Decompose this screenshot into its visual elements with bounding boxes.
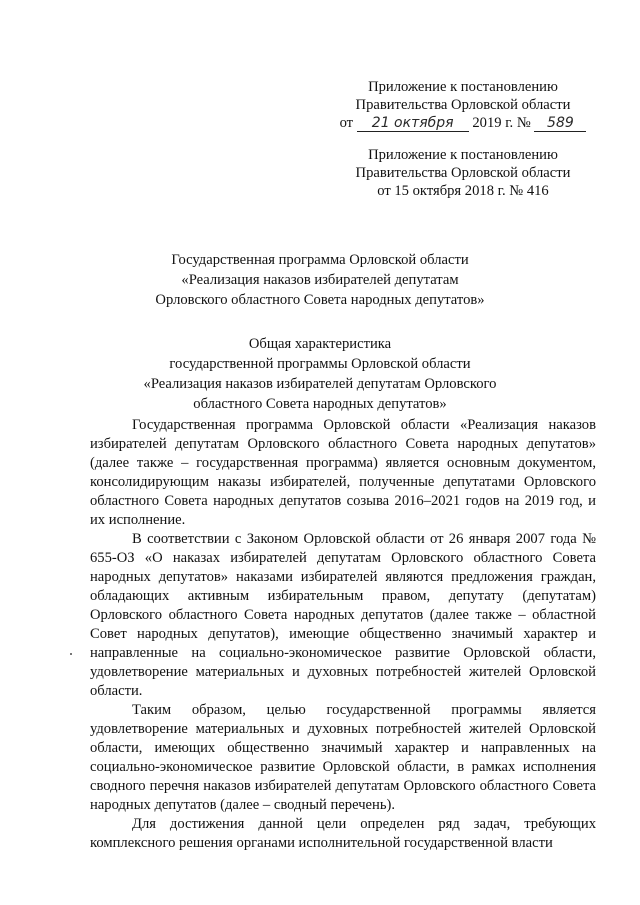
section-title-line-3: «Реализация наказов избирателей депутатам Орловского — [143, 376, 497, 392]
appendix-line-1: Приложение к постановлению — [368, 79, 558, 95]
previous-appendix-header — [318, 146, 608, 200]
paragraph-3: Таким образом, целью государственной программы является удовлетворение материальных и духовных потребностей жителей Орловской области, имеющих общественно значимый характер и направленных на социально-экономическое развитие Орловской области, в рамках исполнения сводного перечня наказов избирателей депутатам Орловского областного Совета народных депутатов (далее – сводный перечень). — [90, 702, 596, 813]
prev-appendix-line-2: Правительства Орловской области — [355, 165, 571, 181]
handwritten-date: 21 октября — [357, 114, 469, 132]
current-appendix-header — [318, 78, 608, 132]
appendix-line-2: Правительства Орловской области — [355, 97, 571, 113]
paragraph-1: Государственная программа Орловской области «Реализация наказов избирателей депутатам Орловского областного Совета народных депутатов» (далее также – государственная программа) является основным документом, консолидирующим наказы избирателей, полученные депутатами Орловского областного Совета народных депутатов созыва 2016–2021 годов на 2019 год, и их исполнение. — [90, 417, 596, 528]
program-title-line-3: Орловского областного Совета народных депутатов» — [155, 292, 485, 308]
section-title-line-2: государственной программы Орловской области — [169, 356, 471, 372]
prev-appendix-line-3: от 15 октября 2018 г. № 416 — [377, 183, 549, 199]
handwritten-number: 589 — [534, 114, 586, 132]
program-title — [120, 250, 520, 310]
appendix-date-line — [318, 114, 608, 132]
paragraph-4: Для достижения данной цели определен ряд задач, требующих комплексного решения органами исполнительной государственной власти — [90, 816, 596, 851]
program-title-line-2: «Реализация наказов избирателей депутатам — [181, 272, 459, 288]
body-text — [90, 416, 596, 853]
section-title-line-1: Общая характеристика — [248, 336, 392, 352]
program-title-line-1: Государственная программа Орловской области — [171, 252, 469, 268]
date-prefix: от — [339, 115, 354, 131]
paragraph-2: В соответствии с Законом Орловской области от 26 января 2007 года № 655-ОЗ «О наказах избирателей депутатам Орловского областного Совета народных депутатов» наказами избирателей являются предложения граждан, обладающих активным избирательным правом, депутату (депутатам) Орловского областного Совета народных депутатов (далее также – областной Совет народных депутатов), имеющие общественно значимый характер и направленные на социально-экономическое развитие Орловской области, удовлетворение материальных и духовных потребностей жителей Орловской области. — [90, 531, 596, 699]
year-text: 2019 г. № — [472, 115, 531, 131]
section-title-line-4: областного Совета народных депутатов» — [193, 396, 447, 412]
scan-speck — [70, 653, 72, 655]
prev-appendix-line-1: Приложение к постановлению — [368, 147, 558, 163]
section-title — [120, 334, 520, 414]
